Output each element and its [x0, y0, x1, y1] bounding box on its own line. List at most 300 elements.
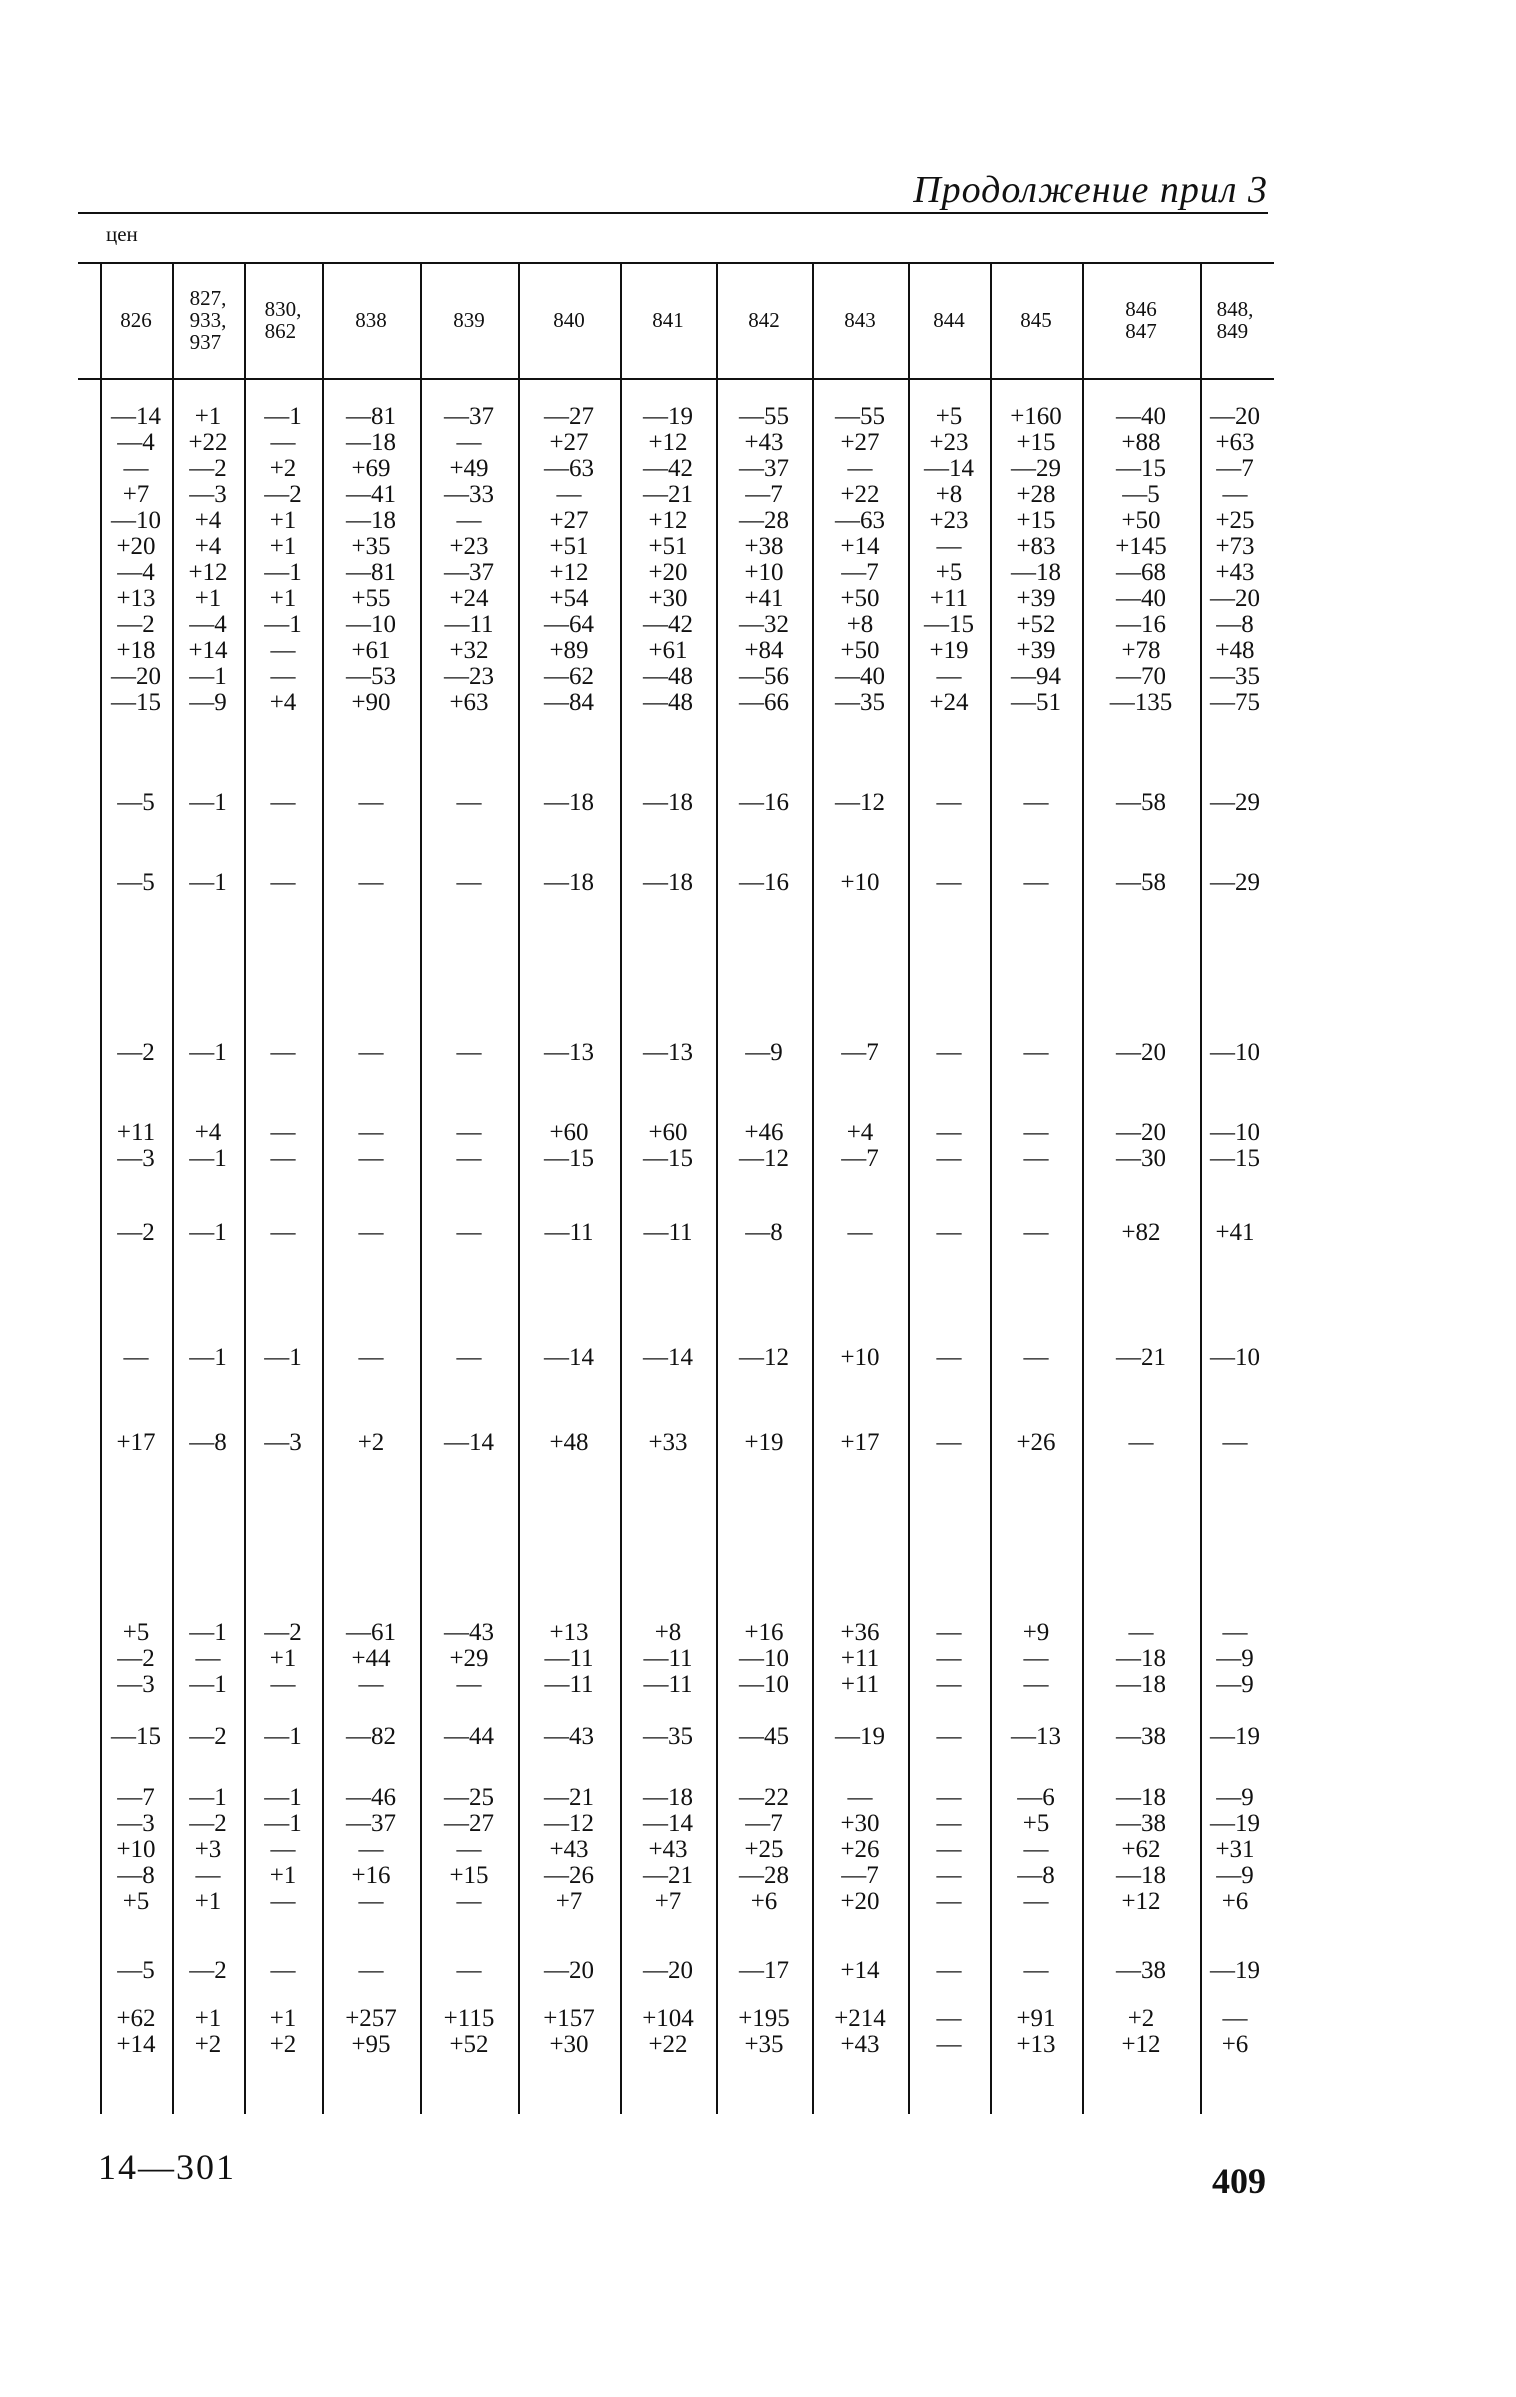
table-cell: —12: [835, 789, 885, 816]
table-cell: —42: [643, 455, 693, 482]
table-cell: +27: [840, 429, 880, 456]
table-cell: +43: [1215, 559, 1255, 586]
table-cell: +2: [194, 2031, 222, 2058]
table-cell: +1: [269, 2005, 297, 2032]
table-cell: —2: [264, 481, 302, 508]
table-cell: +15: [449, 1862, 489, 1889]
table-cell: —30: [1116, 1145, 1166, 1172]
table-cell: —1: [189, 663, 227, 690]
table-cell: +29: [449, 1645, 489, 1672]
table-cell: +5: [935, 403, 963, 430]
table-cell: —: [358, 1145, 384, 1172]
table-cell: +83: [1016, 533, 1056, 560]
table-cell: +14: [116, 2031, 156, 2058]
table-cell: +43: [549, 1836, 589, 1863]
table-cell: —81: [346, 403, 396, 430]
table-cell: +15: [1016, 507, 1056, 534]
table-cell: —18: [346, 429, 396, 456]
table-cell: +69: [351, 455, 391, 482]
table-cell: +33: [648, 1429, 688, 1456]
table-cell: —21: [544, 1784, 594, 1811]
table-cell: —1: [189, 1619, 227, 1646]
table-cell: +30: [549, 2031, 589, 2058]
table-cell: —: [936, 2005, 962, 2032]
table-cell: —: [936, 1784, 962, 1811]
data-column: [620, 0, 716, 2058]
table-cell: —: [358, 1836, 384, 1863]
table-cell: —11: [444, 611, 494, 638]
table-cell: —32: [739, 611, 789, 638]
table-cell: +17: [840, 1429, 880, 1456]
table-cell: —10: [739, 1671, 789, 1698]
table-cell: +115: [443, 2005, 495, 2032]
table-cell: +20: [648, 559, 688, 586]
table-cell: +13: [1016, 2031, 1056, 2058]
table-cell: —11: [643, 1645, 693, 1672]
table-cell: +35: [351, 533, 391, 560]
table-cell: —19: [835, 1723, 885, 1750]
table-cell: +50: [840, 637, 880, 664]
table-cell: —1: [264, 403, 302, 430]
column-header: 844: [933, 307, 965, 332]
continuation-heading: Продолжение прил 3: [913, 169, 1268, 211]
table-cell: +11: [840, 1671, 880, 1698]
table-cell: +48: [1215, 637, 1255, 664]
table-cell: +27: [549, 429, 589, 456]
table-cell: —14: [643, 1810, 693, 1837]
table-cell: —: [936, 1645, 962, 1672]
table-cell: +4: [846, 1119, 874, 1146]
column-header: 838: [355, 307, 387, 332]
table-cell: —: [1023, 1119, 1049, 1146]
table-cell: +52: [1016, 611, 1056, 638]
table-cell: —15: [544, 1145, 594, 1172]
table-cell: +5: [122, 1619, 150, 1646]
table-cell: +1: [194, 1888, 222, 1915]
table-cell: —55: [835, 403, 885, 430]
table-cell: +2: [1127, 2005, 1155, 2032]
table-cell: —37: [346, 1810, 396, 1837]
table-cell: +39: [1016, 637, 1056, 664]
table-cell: —18: [346, 507, 396, 534]
table-cell: —10: [1210, 1119, 1260, 1146]
table-cell: —: [358, 1119, 384, 1146]
table-cell: —10: [1210, 1344, 1260, 1371]
table-cell: —2: [189, 455, 227, 482]
table-cell: —33: [444, 481, 494, 508]
table-cell: —63: [835, 507, 885, 534]
table-cell: —6: [1017, 1784, 1055, 1811]
table-cell: —2: [117, 1645, 155, 1672]
table-cell: —13: [1011, 1723, 1061, 1750]
table-cell: +24: [929, 689, 969, 716]
table-cell: —: [936, 1619, 962, 1646]
table-cell: +11: [116, 1119, 156, 1146]
table-cell: —: [847, 1219, 873, 1246]
table-cell: —: [195, 1862, 221, 1889]
table-cell: +14: [188, 637, 228, 664]
table-cell: —41: [346, 481, 396, 508]
table-cell: —18: [643, 1784, 693, 1811]
table-cell: +5: [1022, 1810, 1050, 1837]
table-cell: —40: [835, 663, 885, 690]
table-cell: —: [456, 789, 482, 816]
table-cell: —19: [643, 403, 693, 430]
table-cell: —18: [1116, 1671, 1166, 1698]
table-cell: —: [936, 1219, 962, 1246]
table-cell: —58: [1116, 789, 1166, 816]
table-cell: —: [936, 1145, 962, 1172]
table-cell: —18: [1011, 559, 1061, 586]
table-cell: —75: [1210, 689, 1260, 716]
table-cell: —: [936, 2031, 962, 2058]
table-cell: —: [1222, 1429, 1248, 1456]
table-cell: —21: [643, 481, 693, 508]
table-cell: —35: [835, 689, 885, 716]
table-cell: —: [270, 1145, 296, 1172]
table-cell: +61: [648, 637, 688, 664]
table-cell: +6: [750, 1888, 778, 1915]
table-cell: +1: [194, 585, 222, 612]
table-cell: +3: [194, 1836, 222, 1863]
table-cell: +8: [935, 481, 963, 508]
table-cell: —: [556, 481, 582, 508]
table-cell: —18: [544, 789, 594, 816]
table-cell: —: [456, 1145, 482, 1172]
table-cell: +62: [1121, 1836, 1161, 1863]
table-cell: —7: [1216, 455, 1254, 482]
table-cell: —: [358, 1219, 384, 1246]
table-cell: +61: [351, 637, 391, 664]
table-cell: —11: [544, 1671, 594, 1698]
table-cell: —35: [1210, 663, 1260, 690]
table-cell: +84: [744, 637, 784, 664]
table-cell: —8: [117, 1862, 155, 1889]
table-cell: +63: [1215, 429, 1255, 456]
table-cell: —: [1128, 1619, 1154, 1646]
table-cell: —: [358, 869, 384, 896]
table-cell: —9: [1216, 1671, 1254, 1698]
data-column: [990, 0, 1082, 2058]
table-cell: —: [456, 507, 482, 534]
table-cell: —: [1023, 1219, 1049, 1246]
table-cell: —: [936, 533, 962, 560]
table-cell: +1: [269, 507, 297, 534]
table-cell: —1: [264, 1344, 302, 1371]
data-column: [716, 0, 812, 2058]
table-cell: +89: [549, 637, 589, 664]
table-cell: +7: [654, 1888, 682, 1915]
table-cell: +1: [194, 403, 222, 430]
table-cell: —12: [739, 1145, 789, 1172]
table-cell: —3: [117, 1810, 155, 1837]
table-cell: —: [456, 1671, 482, 1698]
table-cell: —2: [189, 1810, 227, 1837]
table-cell: —1: [189, 789, 227, 816]
table-cell: +2: [269, 455, 297, 482]
table-cell: +90: [351, 689, 391, 716]
table-cell: —18: [643, 869, 693, 896]
table-cell: —55: [739, 403, 789, 430]
table-cell: —9: [1216, 1784, 1254, 1811]
table-cell: +30: [840, 1810, 880, 1837]
table-cell: —2: [189, 1723, 227, 1750]
table-cell: —63: [544, 455, 594, 482]
table-cell: —35: [643, 1723, 693, 1750]
table-cell: —53: [346, 663, 396, 690]
table-cell: —9: [1216, 1645, 1254, 1672]
table-cell: —2: [189, 1957, 227, 1984]
data-column: [172, 0, 244, 2058]
table-cell: +12: [188, 559, 228, 586]
table-cell: +23: [929, 507, 969, 534]
table-cell: —29: [1210, 789, 1260, 816]
table-cell: +14: [840, 1957, 880, 1984]
table-cell: —: [358, 1039, 384, 1066]
table-cell: —: [123, 455, 149, 482]
table-cell: +23: [449, 533, 489, 560]
table-cell: —11: [643, 1219, 693, 1246]
data-column: [100, 0, 172, 2058]
column-header: 830, 862: [264, 296, 302, 343]
table-cell: —3: [117, 1671, 155, 1698]
table-cell: +44: [351, 1645, 391, 1672]
table-cell: —38: [1116, 1810, 1166, 1837]
table-cell: +41: [1215, 1219, 1255, 1246]
table-cell: +12: [648, 507, 688, 534]
table-cell: —11: [544, 1645, 594, 1672]
table-cell: +22: [188, 429, 228, 456]
table-cell: —3: [264, 1429, 302, 1456]
table-cell: —37: [444, 559, 494, 586]
table-cell: +4: [194, 533, 222, 560]
table-cell: +157: [543, 2005, 595, 2032]
table-cell: +7: [555, 1888, 583, 1915]
table-cell: —17: [739, 1957, 789, 1984]
table-cell: +8: [654, 1619, 682, 1646]
table-cell: +20: [840, 1888, 880, 1915]
table-cell: +12: [648, 429, 688, 456]
table-cell: —48: [643, 663, 693, 690]
table-cell: +1: [269, 1645, 297, 1672]
table-cell: +15: [1016, 429, 1056, 456]
table-cell: —: [936, 1119, 962, 1146]
table-cell: —26: [544, 1862, 594, 1889]
table-cell: +11: [840, 1645, 880, 1672]
table-cell: —1: [189, 1784, 227, 1811]
table-cell: —22: [739, 1784, 789, 1811]
table-cell: —: [936, 1862, 962, 1889]
table-cell: —: [358, 1671, 384, 1698]
table-cell: —10: [346, 611, 396, 638]
table-cell: —14: [544, 1344, 594, 1371]
table-cell: +145: [1115, 533, 1167, 560]
table-cell: —62: [544, 663, 594, 690]
table-cell: —48: [643, 689, 693, 716]
table-cell: +23: [929, 429, 969, 456]
table-cell: +38: [744, 533, 784, 560]
table-cell: —2: [117, 611, 155, 638]
table-cell: —2: [117, 1219, 155, 1246]
table-cell: —46: [346, 1784, 396, 1811]
table-cell: —13: [544, 1039, 594, 1066]
table-cell: —11: [544, 1219, 594, 1246]
table-cell: +25: [1215, 507, 1255, 534]
table-cell: +17: [116, 1429, 156, 1456]
table-cell: —10: [1210, 1039, 1260, 1066]
table-cell: +43: [648, 1836, 688, 1863]
table-cell: —20: [111, 663, 161, 690]
table-cell: —19: [1210, 1957, 1260, 1984]
table-cell: +12: [1121, 1888, 1161, 1915]
table-cell: —12: [544, 1810, 594, 1837]
table-cell: —1: [189, 1219, 227, 1246]
page-number: 409: [1212, 2161, 1266, 2201]
table-cell: —: [1023, 1145, 1049, 1172]
table-cell: —61: [346, 1619, 396, 1646]
table-cell: —: [936, 1836, 962, 1863]
table-cell: +60: [549, 1119, 589, 1146]
table-cell: —38: [1116, 1957, 1166, 1984]
table-cell: —1: [264, 1723, 302, 1750]
table-cell: —8: [1216, 611, 1254, 638]
table-cell: —: [456, 1039, 482, 1066]
table-cell: —82: [346, 1723, 396, 1750]
table-cell: —4: [117, 559, 155, 586]
table-cell: +18: [116, 637, 156, 664]
table-cell: —1: [264, 1784, 302, 1811]
table-cell: +62: [116, 2005, 156, 2032]
table-cell: —15: [111, 1723, 161, 1750]
table-cell: +36: [840, 1619, 880, 1646]
column-header: 840: [553, 307, 585, 332]
table-cell: +43: [744, 429, 784, 456]
table-cell: +26: [840, 1836, 880, 1863]
table-cell: +20: [116, 533, 156, 560]
column-header: 848, 849: [1216, 296, 1254, 343]
table-cell: +50: [840, 585, 880, 612]
table-cell: +2: [357, 1429, 385, 1456]
table-cell: —81: [346, 559, 396, 586]
table-cell: —37: [739, 455, 789, 482]
table-cell: —: [1023, 1957, 1049, 1984]
table-cell: —: [936, 1039, 962, 1066]
table-cell: —: [456, 1344, 482, 1371]
table-cell: +11: [929, 585, 969, 612]
table-cell: —20: [1116, 1119, 1166, 1146]
table-cell: —: [936, 869, 962, 896]
table-cell: —: [936, 1429, 962, 1456]
table-cell: +10: [840, 869, 880, 896]
table-cell: —18: [1116, 1784, 1166, 1811]
printer-signature: 14—301: [98, 2147, 236, 2187]
table-cell: —10: [739, 1645, 789, 1672]
table-cell: —5: [117, 789, 155, 816]
column-header: 841: [652, 307, 684, 332]
data-column: [420, 0, 518, 2058]
table-cell: —14: [111, 403, 161, 430]
table-cell: —: [936, 663, 962, 690]
table-cell: +13: [549, 1619, 589, 1646]
table-cell: —8: [1017, 1862, 1055, 1889]
column-header: 843: [844, 307, 876, 332]
table-cell: —: [358, 1888, 384, 1915]
table-cell: —: [270, 1039, 296, 1066]
table-cell: —13: [643, 1039, 693, 1066]
table-cell: +1: [269, 585, 297, 612]
table-cell: +195: [738, 2005, 790, 2032]
table-cell: —: [270, 429, 296, 456]
table-cell: +13: [116, 585, 156, 612]
table-cell: +30: [648, 585, 688, 612]
table-cell: +8: [846, 611, 874, 638]
data-column: [908, 0, 990, 2058]
table-cell: +32: [449, 637, 489, 664]
column-header: 827, 933, 937: [189, 285, 227, 355]
table-cell: +31: [1215, 1836, 1255, 1863]
table-cell: —: [1023, 869, 1049, 896]
table-cell: —3: [189, 481, 227, 508]
table-cell: —: [270, 1888, 296, 1915]
table-cell: —16: [739, 789, 789, 816]
table-cell: —: [936, 1888, 962, 1915]
table-cell: +63: [449, 689, 489, 716]
table-cell: +9: [1022, 1619, 1050, 1646]
table-cell: —4: [189, 611, 227, 638]
table-cell: —: [936, 789, 962, 816]
table-cell: +14: [840, 533, 880, 560]
table-cell: —28: [739, 507, 789, 534]
table-cell: +16: [744, 1619, 784, 1646]
table-cell: —: [456, 869, 482, 896]
table-cell: +5: [935, 559, 963, 586]
table-cell: —9: [189, 689, 227, 716]
side-heading: цен: [106, 222, 138, 246]
table-cell: —51: [1011, 689, 1061, 716]
table-cell: —: [456, 1836, 482, 1863]
table-cell: +39: [1016, 585, 1056, 612]
data-column: [812, 0, 908, 2058]
table-cell: +7: [122, 481, 150, 508]
table-cell: +22: [648, 2031, 688, 2058]
table-cell: +60: [648, 1119, 688, 1146]
table-cell: —: [936, 1957, 962, 1984]
table-cell: —: [1023, 1671, 1049, 1698]
table-cell: —: [270, 789, 296, 816]
table-cell: —29: [1210, 869, 1260, 896]
table-cell: —: [456, 1888, 482, 1915]
table-cell: +51: [648, 533, 688, 560]
table-cell: —20: [544, 1957, 594, 1984]
table-cell: —: [358, 1344, 384, 1371]
table-cell: +104: [642, 2005, 694, 2032]
table-cell: —7: [117, 1784, 155, 1811]
table-cell: +6: [1221, 1888, 1249, 1915]
table-cell: —56: [739, 663, 789, 690]
table-cell: —3: [117, 1145, 155, 1172]
table-cell: —: [358, 1957, 384, 1984]
table-cell: +16: [351, 1862, 391, 1889]
table-cell: +43: [840, 2031, 880, 2058]
table-cell: —20: [1210, 403, 1260, 430]
table-cell: —1: [264, 611, 302, 638]
table-cell: —: [1222, 481, 1248, 508]
table-cell: —8: [189, 1429, 227, 1456]
table-cell: +51: [549, 533, 589, 560]
table-cell: —20: [643, 1957, 693, 1984]
table-cell: —: [195, 1645, 221, 1672]
table-cell: —5: [117, 869, 155, 896]
